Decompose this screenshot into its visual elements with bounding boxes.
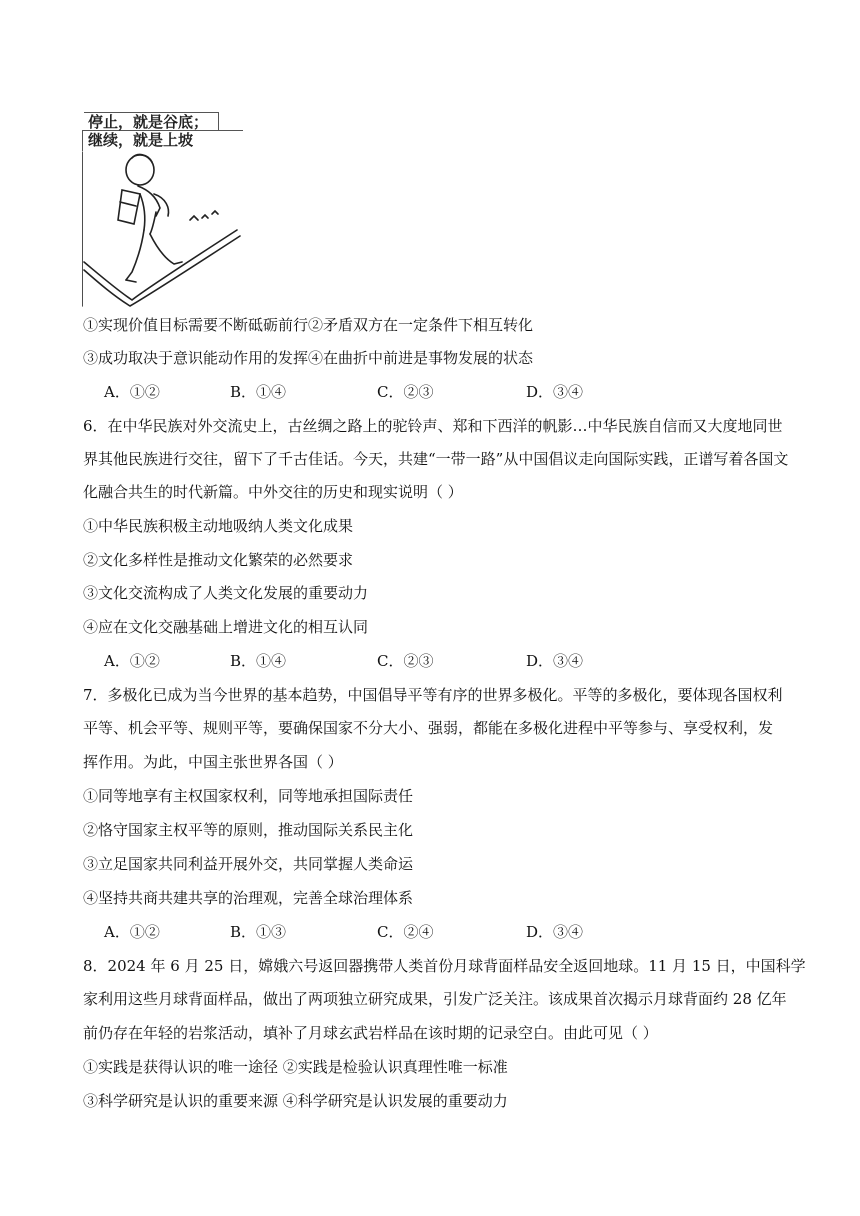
- q6-stem-line: 6．在中华民族对外交流史上，古丝绸之路上的驼铃声、郑和下西洋的帆影…中华民族自信而又大度地同世: [83, 417, 783, 435]
- q7-statement: ②恪守国家主权平等的原则，推动国际关系民主化: [83, 821, 414, 839]
- option-d[interactable]: D．③④: [526, 383, 584, 401]
- option-c[interactable]: C．②③: [377, 652, 434, 670]
- q6-stem-line: 化融合共生的时代新篇。中外交往的历史和现实说明（ ）: [83, 483, 463, 501]
- q8-statement: ①实践是获得认识的唯一途径 ②实践是检验认识真理性唯一标准: [83, 1058, 508, 1076]
- option-c[interactable]: C．②③: [377, 383, 434, 401]
- q6-stem-line: 界其他民族进行交往，留下了千古佳话。今天，共建“一带一路”从中国倡议走向国际实践，正谱写着各国文: [83, 450, 789, 468]
- option-b[interactable]: B．①④: [230, 652, 287, 670]
- option-a[interactable]: A．①②: [104, 652, 160, 670]
- q8-stem-line: 家利用这些月球背面样品，做出了两项独立研究成果，引发广泛关注。该成果首次揭示月球背面约 28 亿年: [83, 990, 787, 1008]
- q7-statement: ③立足国家共同利益开展外交，共同掌握人类命运: [83, 855, 414, 873]
- q5-statement-line-2: ③成功取决于意识能动作用的发挥④在曲折中前进是事物发展的状态: [83, 349, 534, 367]
- q6-statement: ①中华民族积极主动地吸纳人类文化成果: [83, 517, 354, 535]
- q7-stem-line: 7．多极化已成为当今世界的基本趋势，中国倡导平等有序的世界多极化。平等的多极化，要体现各国权利: [83, 686, 783, 704]
- option-b[interactable]: B．①③: [230, 923, 287, 941]
- cartoon-caption-2: 继续，就是上坡: [88, 131, 194, 149]
- option-a[interactable]: A．①②: [104, 383, 160, 401]
- q6-statement: ④应在文化交融基础上增进文化的相互认同: [83, 618, 369, 636]
- q8-statement: ③科学研究是认识的重要来源 ④科学研究是认识发展的重要动力: [83, 1092, 508, 1110]
- q7-stem-line: 挥作用。为此，中国主张世界各国（ ）: [83, 753, 343, 771]
- climber-drawing: [82, 112, 244, 308]
- option-b[interactable]: B．①④: [230, 383, 287, 401]
- q8-stem-line: 前仍存在年轻的岩浆活动，填补了月球玄武岩样品在该时期的记录空白。由此可见（ ）: [83, 1024, 658, 1042]
- q7-statement: ①同等地享有主权国家权利，同等地承担国际责任: [83, 787, 414, 805]
- q7-statement: ④坚持共商共建共享的治理观，完善全球治理体系: [83, 889, 414, 907]
- q6-statement: ③文化交流构成了人类文化发展的重要动力: [83, 584, 369, 602]
- q5-statement-line-1: ①实现价值目标需要不断砥砺前行②矛盾双方在一定条件下相互转化: [83, 316, 534, 334]
- option-d[interactable]: D．③④: [526, 652, 584, 670]
- q8-stem-line: 8．2024 年 6 月 25 日，嫦娥六号返回器携带人类首份月球背面样品安全返回地球。11 月 15 日，中国科学: [83, 957, 806, 975]
- q7-stem-line: 平等、机会平等、规则平等，要确保国家不分大小、强弱，都能在多极化进程中平等参与、享受权利，发: [83, 719, 774, 737]
- option-c[interactable]: C．②④: [377, 923, 434, 941]
- option-d[interactable]: D．③④: [526, 923, 584, 941]
- option-a[interactable]: A．①②: [104, 923, 160, 941]
- cartoon-caption-1: 停止，就是谷底；: [88, 113, 209, 131]
- q6-statement: ②文化多样性是推动文化繁荣的必然要求: [83, 551, 354, 569]
- cartoon-figure: [82, 112, 244, 308]
